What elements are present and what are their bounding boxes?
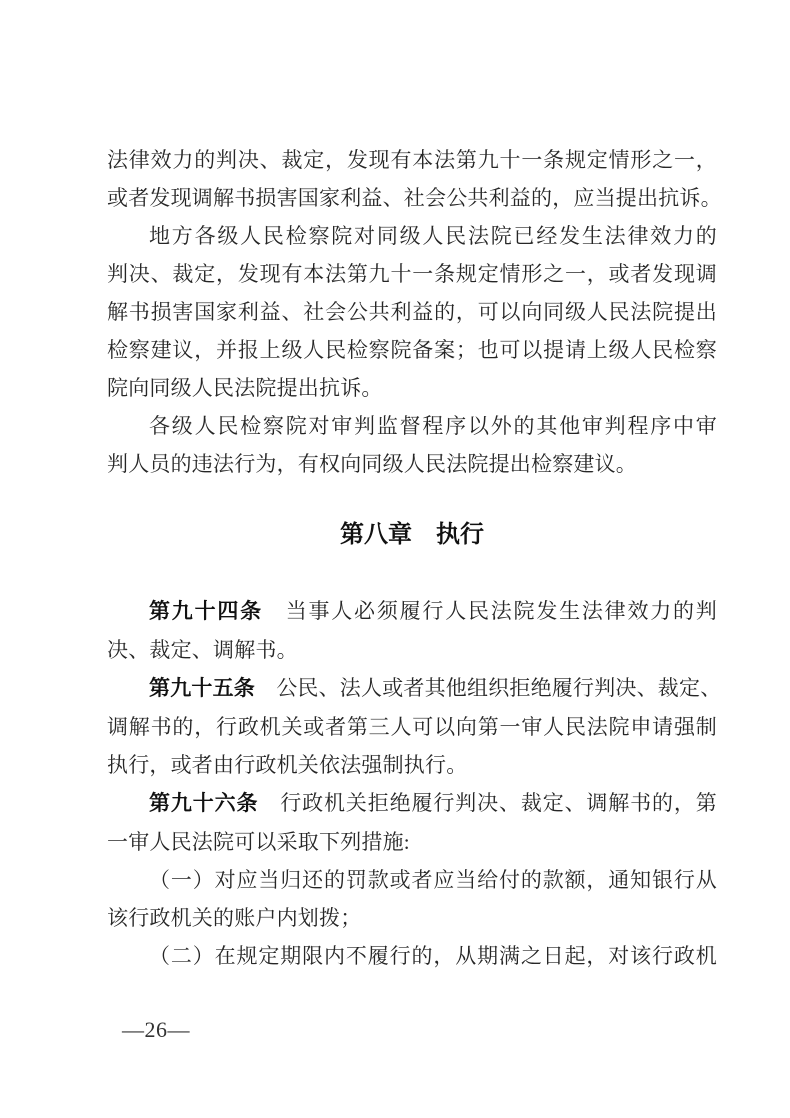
article-line [107, 669, 722, 708]
article-number: 第九十五条 [149, 677, 255, 700]
body-line-text: 院向同级人民法院提出抗诉。 [107, 376, 383, 400]
article-line-text: 调解书的，行政机关或者第三人可以向第一审人民法院申请强制 [107, 715, 717, 739]
article-line-text: 该行政机关的账户内划拨； [107, 906, 362, 930]
article-line-text: 行政机关拒绝履行判决、裁定、调解书的，第 [258, 791, 717, 815]
page-number: —26— [122, 1017, 190, 1042]
document-body [107, 141, 722, 975]
article-line-text: （二）在规定期限内不履行的，从期满之日起，对该行政机 [149, 944, 717, 968]
body-line [107, 255, 717, 293]
body-line [107, 331, 717, 369]
article-line [107, 631, 717, 669]
article-line [107, 823, 717, 861]
article-line [107, 899, 717, 937]
article-line-text: （一）对应当归还的罚款或者应当给付的款额，通知银行从 [149, 868, 717, 892]
article-line-text: 一审人民法院可以采取下列措施: [107, 830, 410, 854]
article-number: 第九十六条 [149, 792, 259, 815]
article-line [107, 592, 717, 631]
body-line [107, 407, 717, 445]
body-line [107, 217, 717, 255]
article-line [107, 861, 717, 899]
body-line-text: 地方各级人民检察院对同级人民法院已经发生法律效力的 [149, 224, 717, 248]
article-line-text: 公民、法人或者其他组织拒绝履行判决、裁定、 [255, 676, 722, 700]
article-line [107, 937, 717, 975]
body-line [107, 141, 717, 179]
article-line-text: 当事人必须履行人民法院发生法律效力的判 [262, 599, 718, 623]
body-line [107, 179, 722, 217]
body-line-text: 判决、裁定，发现有本法第九十一条规定情形之一，或者发现调 [107, 262, 717, 286]
body-line [107, 369, 717, 407]
body-line-text: 检察建议，并报上级人民检察院备案；也可以提请上级人民检察 [107, 338, 717, 362]
body-line [107, 445, 717, 483]
body-line-text: 或者发现调解书损害国家利益、社会公共利益的，应当提出抗诉。 [107, 186, 722, 210]
article-line-text: 执行，或者由行政机关依法强制执行。 [107, 753, 468, 777]
body-line-text: 解书损害国家利益、社会公共利益的，可以向同级人民法院提出 [107, 300, 717, 324]
article-line [107, 784, 717, 823]
chapter-heading: 第八章 执行 [340, 521, 484, 548]
body-line-text: 法律效力的判决、裁定，发现有本法第九十一条规定情形之一， [107, 148, 717, 172]
article-number: 第九十四条 [149, 600, 263, 623]
article-line-text: 决、裁定、调解书。 [107, 638, 298, 662]
article-line [107, 746, 717, 784]
article-line [107, 708, 717, 746]
body-line-text: 判人员的违法行为，有权向同级人民法院提出检察建议。 [107, 452, 637, 476]
body-line [107, 293, 717, 331]
body-line-text: 各级人民检察院对审判监督程序以外的其他审判程序中审 [149, 414, 717, 438]
